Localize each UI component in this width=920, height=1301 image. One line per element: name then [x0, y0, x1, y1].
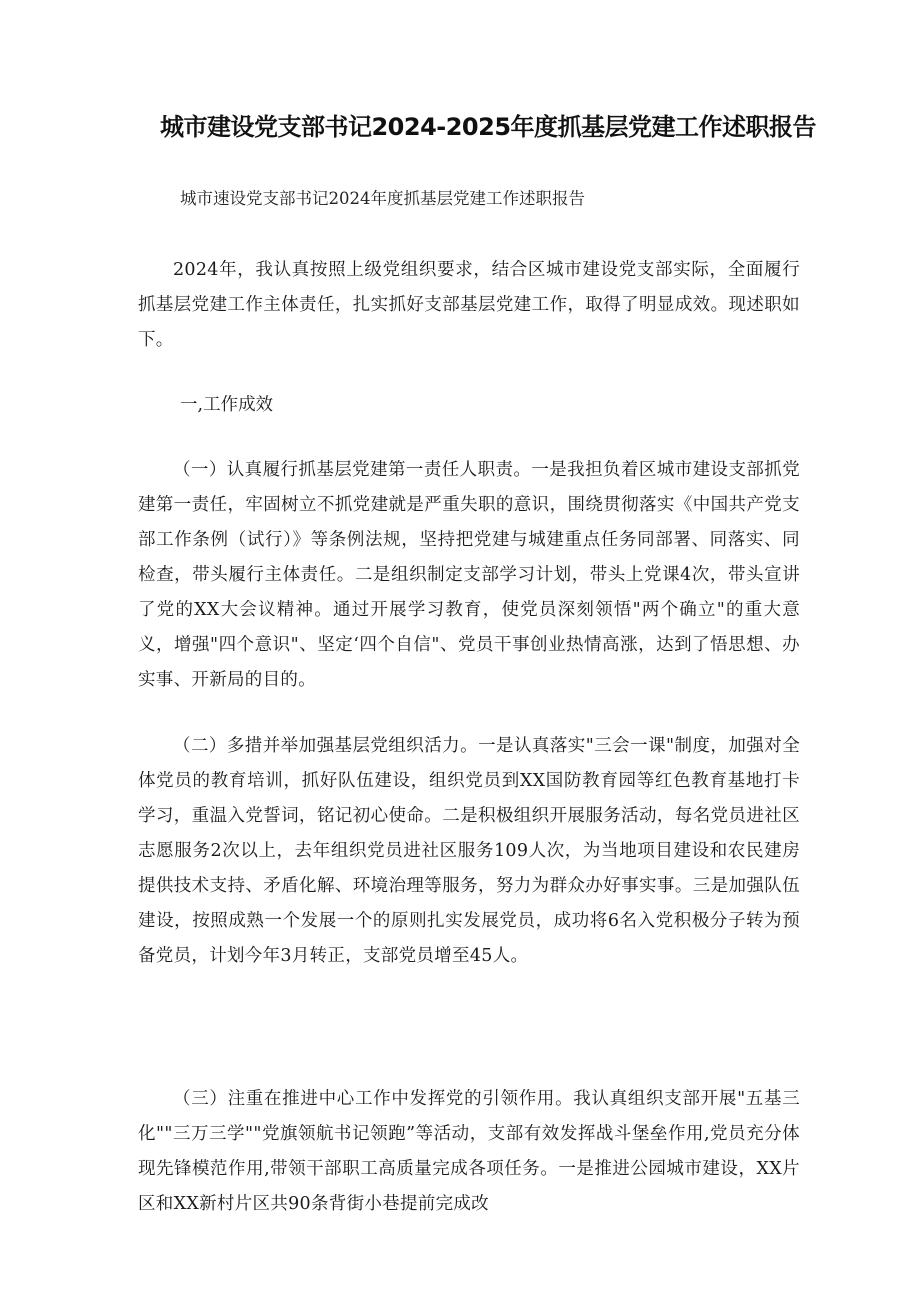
section-heading-achievements: 一,工作成效: [180, 395, 274, 415]
section-1-paragraph: （一）认真履行抓基层党建第一责任人职责。一是我担负着区城市建设支部抓党建第一责任，牢固树立不抓党建就是严重失职的意识，围绕贯彻落实《中国共产党支部工作条例（试行）》等条例法规，坚持把党建与城建重点任务同部署、同落实、同检查，带头履行主体责任。二是组织制定支部学习计划，带头上党课4次，带头宣讲了党的XX大会议精神。通过开展学习教育，使党员深刻领悟"两个确立"的重大意义，增强"四个意识"、坚定‘四个自信"、党员干事创业热情高涨，达到了悟思想、办实事、开新局的目的。: [138, 460, 800, 690]
section-3-paragraph: （三）注重在推进中心工作中发挥党的引领作用。我认真组织支部开展"五基三化""三万三学""党旗领航书记领跑”等活动，支部有效发挥战斗堡垒作用,党员充分体现先锋模范作用,带领干部职工高质量完成各项任务。一是推进公园城市建设，XX片区和XX新村片区共90条背街小巷提前完成改: [138, 1089, 800, 1214]
document-subtitle: 城市速设党支部书记2024年度抓基层党建工作述职报告: [180, 189, 585, 208]
section-2-paragraph: （二）多措并举加强基层党组织活力。一是认真落实"三会一课"制度，加强对全体党员的教育培训，抓好队伍建设，组织党员到XX国防教育园等红色教育基地打卡学习，重温入党誓词，铭记初心使命。二是积极组织开展服务活动，每名党员进社区志愿服务2次以上，去年组织党员进社区服务109人次，为当地项目建设和农民建房提供技术支持、矛盾化解、环境治理等服务，努力为群众办好事实事。三是加强队伍建设，按照成熟一个发展一个的原则扎实发展党员，成功将6名入党积极分子转为预备党员，计划今年3月转正，支部党员增至45人。: [138, 736, 800, 966]
document-title: 城市建设党支部书记2024-2025年度抓基层党建工作述职报告: [159, 113, 817, 141]
intro-paragraph: 2024年，我认真按照上级党组织要求，结合区城市建设党支部实际，全面履行抓基层党建工作主体责任，扎实抓好支部基层党建工作，取得了明显成效。现述职如下。: [138, 260, 800, 350]
